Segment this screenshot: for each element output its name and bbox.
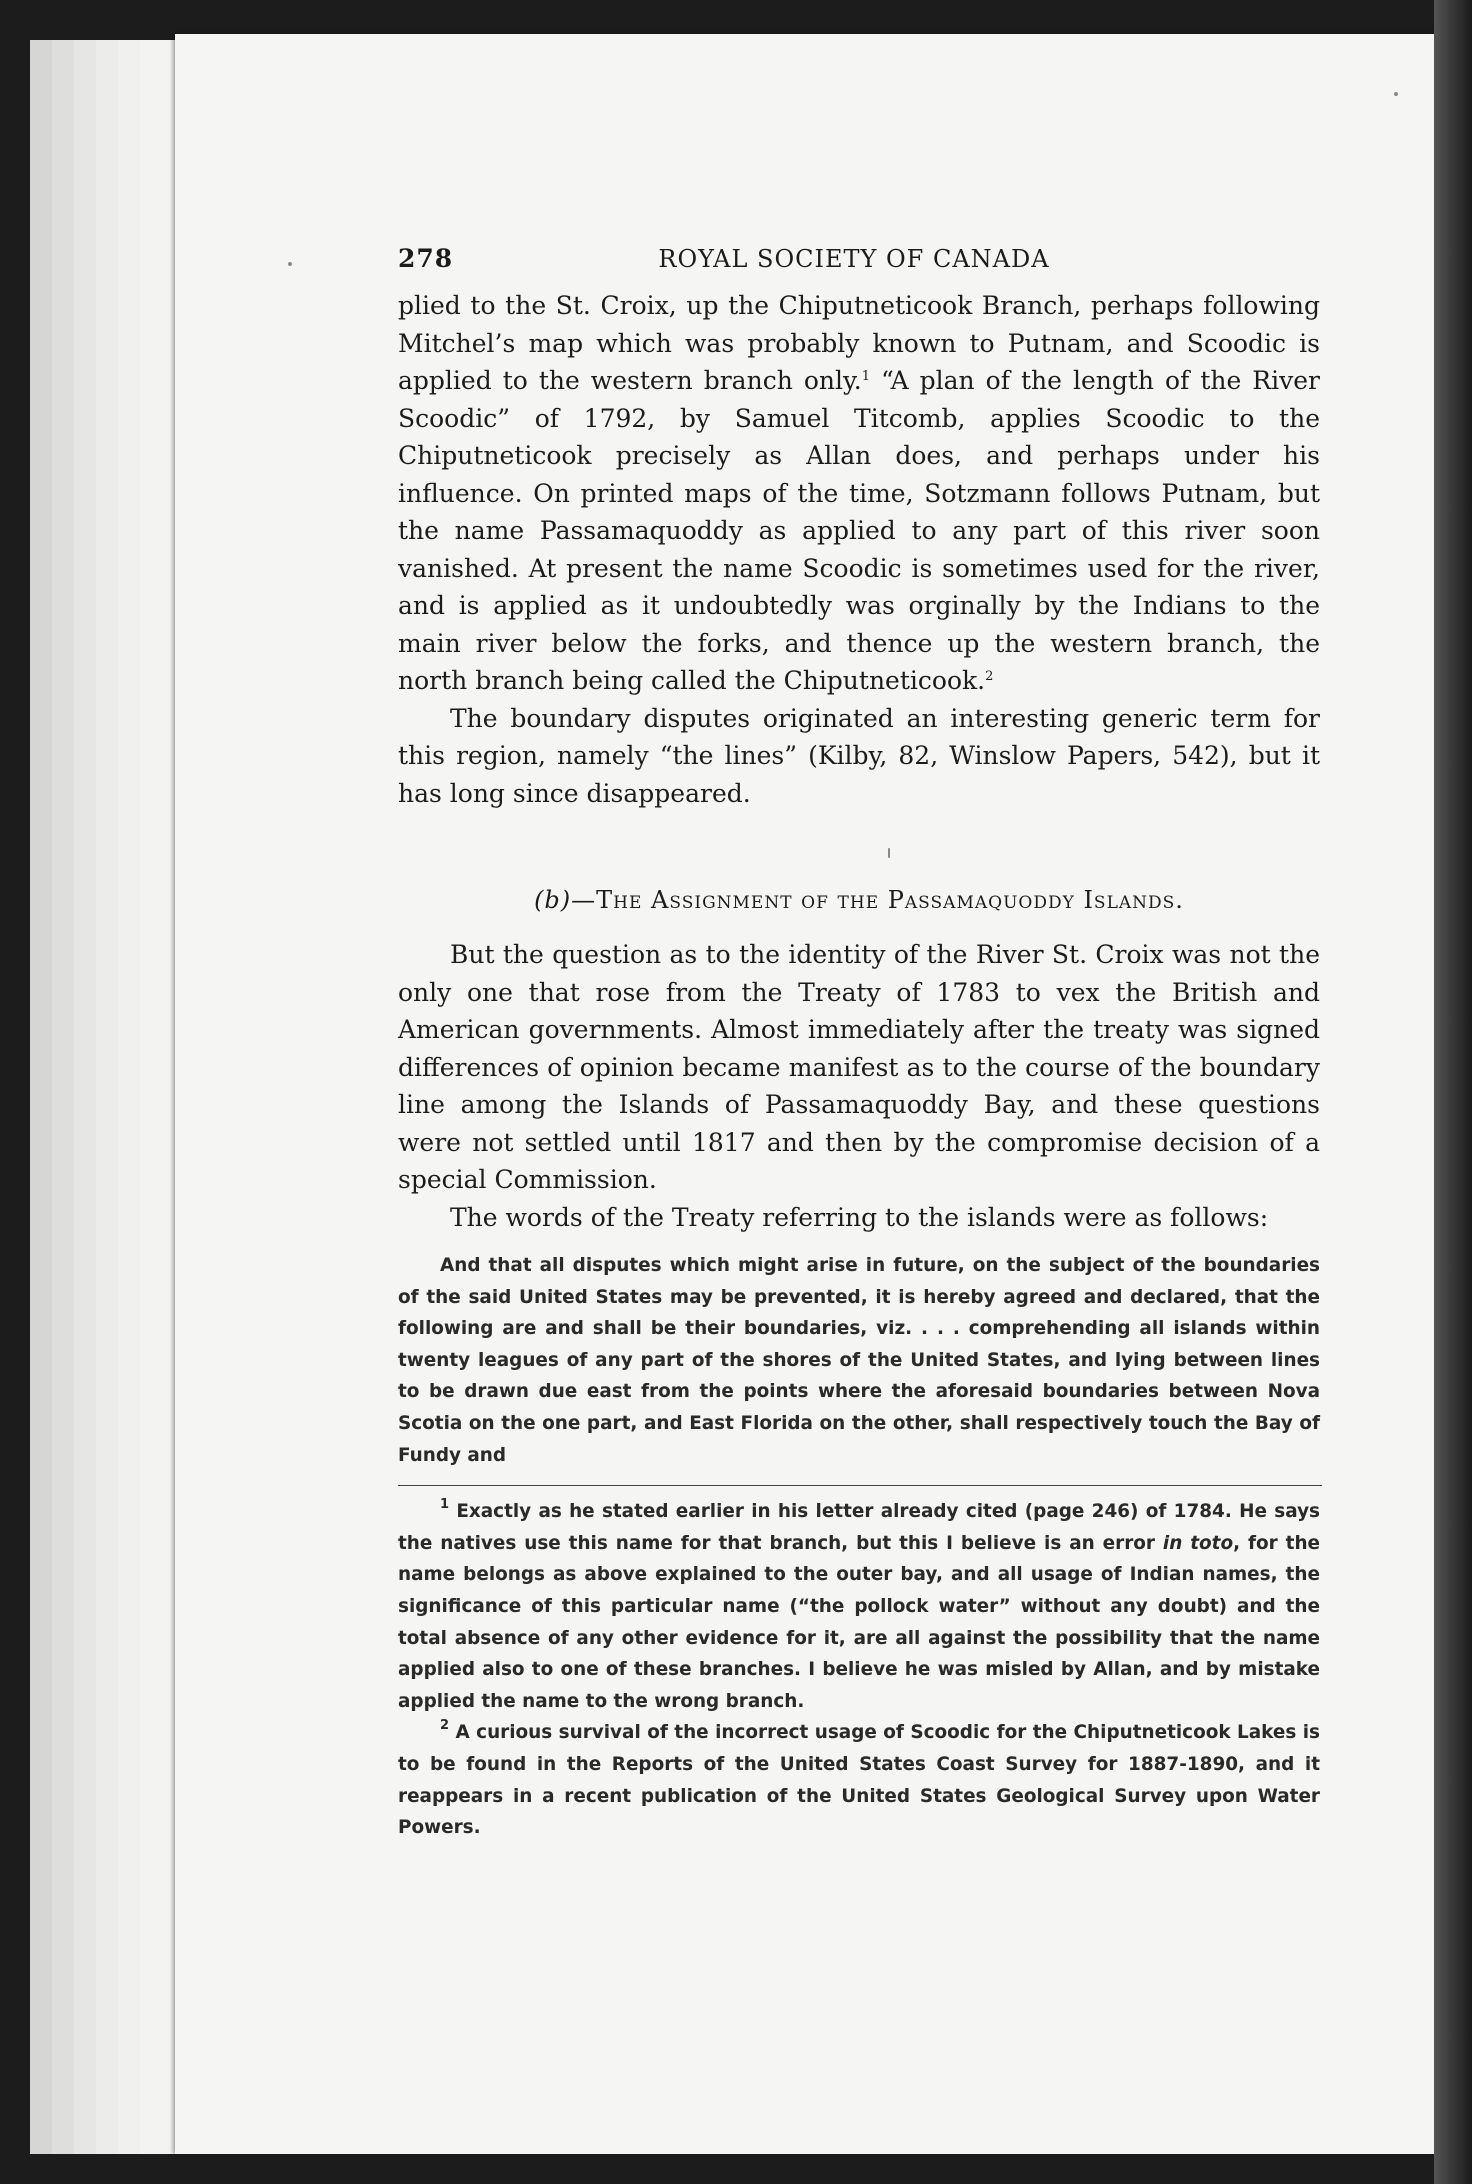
footnote-rule [398, 1485, 1322, 1486]
binding-shadow [1434, 0, 1472, 2184]
footnote-italic: in toto [1162, 1532, 1234, 1554]
footnote-text: A curious survival of the incorrect usage of Scoodic for the Chiputneticook Lakes is to be found in the Reports of the United States Coast Survey for 1887-1890, and it reappears in a recent publication of the United States Geological Survey upon Water Powers. [398, 1722, 1320, 1839]
footnote-ref: 2 [985, 669, 994, 684]
footnote-text: Exactly as he stated earlier in his letter already cited (page 246) of 1784. He says the natives use this name for that branch, but this I believe is an error [398, 1501, 1320, 1554]
paragraph: But the question as to the identity of the River St. Croix was not the only one that rose from the Treaty of 1783 to vex the British and American governments. Almost immediately after the treaty was signed differences of opinion became manifest as to the course of the boundary line among the Islands of Passamaquoddy Bay, and these questions were not settled until 1817 and then by the compromise decision of a special Commission. [398, 940, 1320, 1194]
footnote-ref: 1 [861, 369, 870, 384]
section-label: (b) [534, 886, 572, 914]
paragraph: The boundary disputes originated an interesting generic term for this region, namely “the lines” (Kilby, 82, Winslow Papers, 542), but it has long since disappeared. [398, 703, 1320, 808]
running-head: ROYAL SOCIETY OF CANADA [658, 245, 1050, 273]
dust-speck [288, 262, 292, 266]
paragraph: The words of the Treaty referring to the islands were as follows: [450, 1202, 1269, 1232]
footnote-text: , for the name belongs as above explained to the outer bay, and all usage of Indian names, the significance of this particular name (“the pollock water” without any doubt) and the total absence of any other evidence for it, are all against the possibility that the name applied also to one of these branches. I believe he was misled by Allan, and by mistake applied the name to the wrong branch. [398, 1532, 1321, 1712]
dust-speck [1394, 92, 1398, 96]
footnote [398, 1496, 1320, 1717]
footnote-marker: 2 [440, 1718, 450, 1734]
paragraph-text: “A plan of the length of the River Scoodic” of 1792, by Samuel Titcomb, applies Scoodic to the Chiputneticook precisely as Allan does, and perhaps under his influence. On printed maps of the time, Sotzmann follows Putnam, but the name Passamaquoddy as applied to any part of this river soon vanished. At present the name Scoodic is sometimes used for the river, and is applied as it undoubtedly was orginally by the Indians to the main river below the forks, and thence up the western branch, the north branch being called the Chiputneticook. [398, 366, 1320, 695]
block-quotation: And that all disputes which might arise in future, on the subject of the boundaries of the said United States may be prevented, it is hereby agreed and declared, that the following are and shall be their boundaries, viz. . . . comprehending all islands within twenty leagues of any part of the shores of the United States, and lying between lines to be drawn due east from the points where the aforesaid boundaries between Nova Scotia on the one part, and East Florida on the other, shall respectively touch the Bay of Fundy and [398, 1255, 1320, 1466]
footnote [398, 1717, 1320, 1843]
paragraph [398, 287, 1320, 700]
paragraph-text: plied to the St. Croix, up the Chiputneticook Branch, perhaps following Mitchel’s map which was probably known to Putnam, and Scoodic is applied to the western branch only. [398, 291, 1320, 395]
section-title: —The Assignment of the Passamaquoddy Islands. [571, 886, 1184, 914]
footnote-marker: 1 [440, 1497, 450, 1513]
page-number: 278 [398, 244, 454, 273]
page-header [398, 244, 1320, 273]
section-heading [398, 886, 1320, 914]
page-content [398, 244, 1320, 1844]
